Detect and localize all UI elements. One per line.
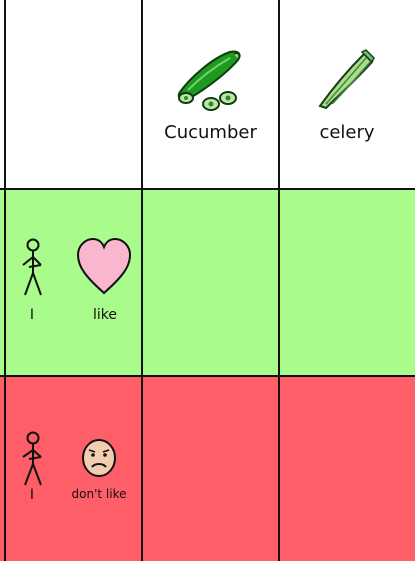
column-label-celery: celery — [319, 122, 375, 143]
person-pointing-icon — [19, 237, 47, 299]
verb-label-like: like — [92, 307, 117, 323]
heart-icon — [76, 237, 132, 297]
grid-line-horizontal-2 — [0, 375, 415, 377]
celery-icon — [316, 48, 378, 110]
grid-line-vertical-left — [4, 0, 6, 561]
like-celery-cell[interactable] — [279, 189, 415, 376]
verb-label-dont-like: don't like — [71, 487, 127, 501]
person-pointing-icon — [19, 430, 47, 488]
header-corner-cell — [0, 0, 142, 189]
like-cucumber-cell[interactable] — [142, 189, 279, 376]
sad-face-icon — [80, 438, 118, 478]
grid-line-horizontal-1 — [0, 188, 415, 190]
grid-line-vertical-1 — [141, 0, 143, 561]
dislike-cucumber-cell[interactable] — [142, 376, 279, 561]
subject-label-dislike-row: I — [29, 487, 35, 503]
dislike-celery-cell[interactable] — [279, 376, 415, 561]
subject-label-like-row: I — [29, 307, 35, 323]
grid-line-vertical-2 — [278, 0, 280, 561]
cucumber-icon — [172, 48, 247, 110]
column-label-cucumber: Cucumber — [164, 122, 257, 143]
